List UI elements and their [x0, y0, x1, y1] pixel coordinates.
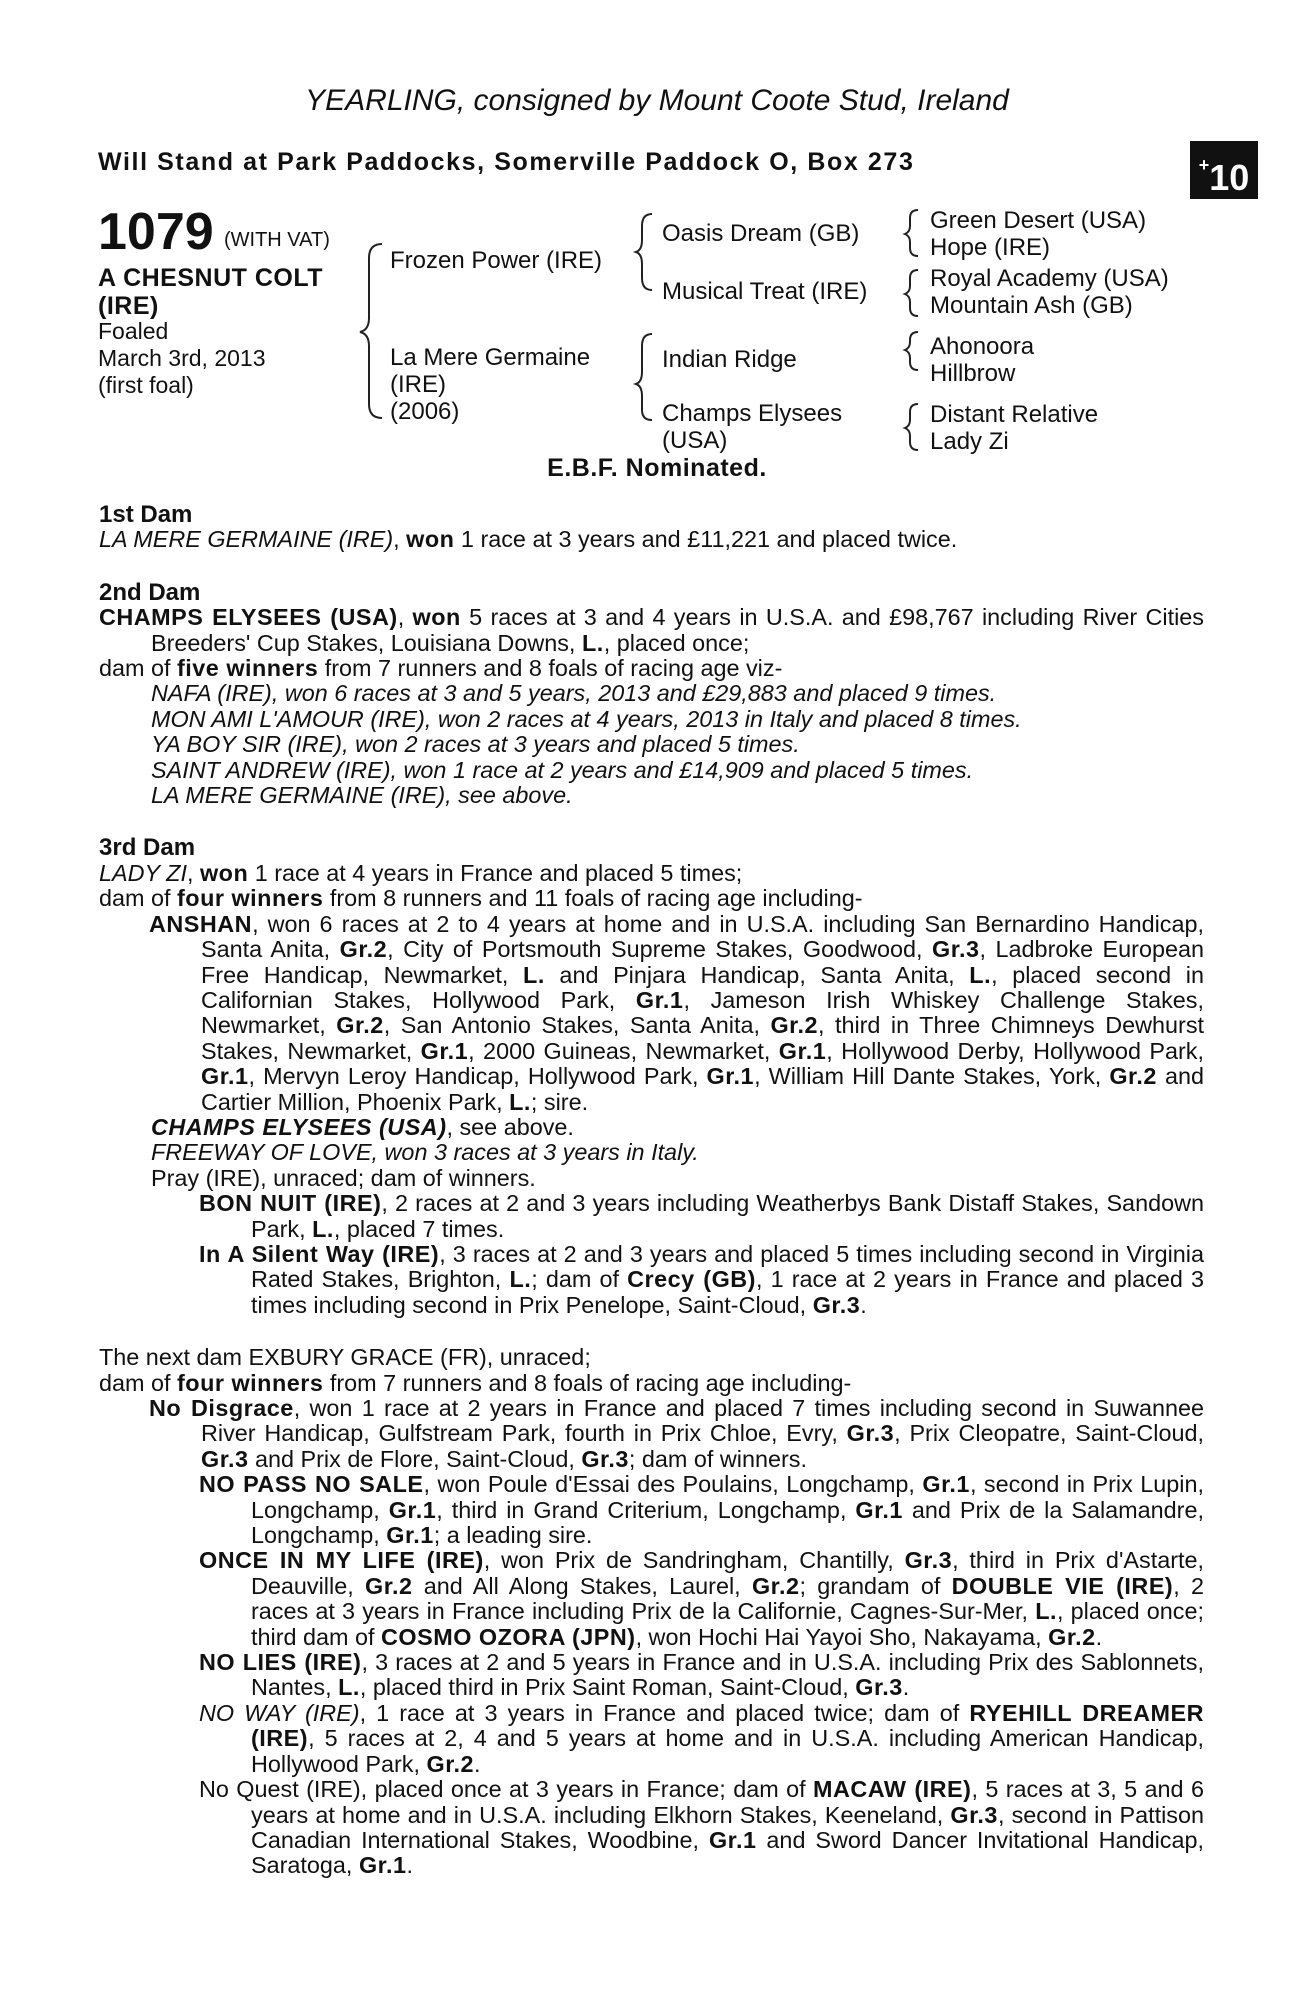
won-label: won: [406, 526, 455, 553]
grade-label: Gr.3: [932, 936, 980, 963]
horse-name: ANSHAN: [149, 910, 253, 937]
horse-name: NO PASS NO SALE: [199, 1471, 424, 1498]
grade-label: Gr.2: [336, 1012, 384, 1039]
grade-label: Gr.3: [950, 1801, 998, 1828]
entry-text: and Pinjara Handicap, Santa Anita,: [544, 961, 970, 988]
brace-gen2-bottom: [636, 334, 652, 420]
lot-title-line1: A CHESNUT COLT: [98, 264, 324, 292]
winners-count: five winners: [177, 655, 319, 682]
dam-line1: La Mere Germaine: [390, 344, 591, 371]
second-dam-text2: , placed once;: [603, 629, 750, 656]
winners-count: four winners: [177, 1369, 324, 1396]
grade-label: L.: [338, 1674, 360, 1701]
horse-name: MACAW (IRE): [813, 1776, 972, 1803]
second-dam-name: CHAMPS ELYSEES (USA): [99, 604, 398, 631]
no-lies-entry: [99, 1650, 1204, 1701]
horse-name: CHAMPS ELYSEES (USA): [151, 1113, 447, 1140]
grade-label: L.: [523, 961, 545, 988]
dam: [390, 344, 590, 425]
entry-text: , won Poule d'Essai des Poulains, Longchamp,: [423, 1471, 923, 1498]
foaled-label: Foaled: [98, 318, 169, 344]
grade-label: Gr.2: [1048, 1623, 1096, 1650]
entry-text: and Sword Dancer Invitational Handicap, Saratoga,: [251, 1826, 1204, 1879]
third-dam-heading: 3rd Dam: [99, 834, 196, 862]
entry-text: , placed once; third dam of: [251, 1598, 1204, 1650]
horse-name: No Quest (IRE): [199, 1776, 361, 1803]
dam-line2: (IRE): [390, 371, 446, 398]
entry-text: .: [406, 1852, 413, 1879]
second-dam-produce-intro: [99, 656, 1204, 681]
g3-dss: Ahonoora: [930, 333, 1035, 360]
entry-text: .: [902, 1674, 910, 1701]
brace-gen3-d: [905, 404, 918, 450]
entry-text: ; a leading sire.: [433, 1522, 593, 1549]
entry-text: , 3 races at 2 and 5 years in France and in U.S.A. including Prix des Sablonnets, Nantes,: [251, 1649, 1204, 1701]
third-dam-record: LADY ZI, won 1 race at 4 years in France and placed 5 times;: [99, 859, 743, 886]
g3-sss: Green Desert (USA): [930, 207, 1147, 234]
dam-sire: Indian Ridge: [662, 346, 797, 373]
grade-label: Gr.1: [778, 1037, 827, 1064]
horse-name: DOUBLE VIE (IRE): [951, 1572, 1174, 1599]
dam-dam: [662, 400, 842, 454]
runners-text: from 8 runners and 11 foals of racing age including-: [323, 885, 863, 912]
entry-text: , won 1 race at 2 years in France and placed 7 times including second in Suwannee River Handicap, Gulfstream Park, fourth in Prix Chloe, Evry,: [201, 1395, 1204, 1447]
grade-label: L.: [1035, 1598, 1057, 1625]
stand-location: Will Stand at Park Paddocks, Somerville Paddock O, Box 273: [98, 148, 915, 176]
entry-text: , won Prix de Sandringham, Chantilly,: [483, 1547, 905, 1574]
next-dam-produce-intro: [99, 1371, 1204, 1396]
grade-label: Gr.1: [922, 1471, 970, 1498]
grade-label: Gr.1: [708, 1826, 757, 1853]
second-dam-text: 5 races at 3 and 4 years in U.S.A. and £98,767 including River Cities Breeders' Cup Stakes, Louisiana Downs,: [151, 604, 1205, 656]
first-dam-heading: 1st Dam: [99, 501, 193, 528]
horse-name: NO WAY (IRE): [199, 1699, 360, 1726]
first-dam-line: LA MERE GERMAINE (IRE), won 1 race at 3 years and £11,221 and placed twice.: [99, 526, 958, 553]
lot-title-line2: (IRE): [98, 292, 159, 320]
won-label: won: [199, 859, 249, 886]
no-pass-entry: [99, 1472, 1204, 1548]
third-dam-name: LADY ZI: [99, 859, 187, 886]
second-dam-record: CHAMPS ELYSEES (USA), won 5 races at 3 and 4 years in U.S.A. and £98,767 including River Cities Breeders' Cup Stakes, Louisiana Downs, L., placed once;: [99, 604, 1205, 656]
won-label: won: [412, 604, 461, 631]
no-disgrace-entry: [99, 1396, 1204, 1472]
entry-text: , see above.: [446, 1113, 574, 1140]
dam-line3: (2006): [390, 398, 460, 425]
entry-text: , San Antonio Stakes, Santa Anita,: [383, 1012, 771, 1039]
grade-label: Gr.2: [770, 1012, 818, 1039]
horse-name: RYEHILL DREAMER (IRE): [251, 1699, 1204, 1752]
grade-label: Gr.1: [201, 1063, 249, 1090]
entry-text: , Mervyn Leroy Handicap, Hollywood Park,: [248, 1063, 707, 1090]
horse-name: COSMO OZORA (JPN): [381, 1623, 636, 1650]
foaled-note: (first foal): [98, 372, 194, 398]
entry-text: .: [474, 1750, 481, 1777]
grade-label: Gr.3: [904, 1547, 953, 1574]
no-way-entry: [99, 1701, 1204, 1777]
grade-label: Gr.3: [846, 1420, 895, 1447]
produce-item: NAFA (IRE), won 6 races at 3 and 5 years, 2013 and £29,883 and placed 9 times.: [151, 680, 997, 707]
dam-dam-line2: (USA): [662, 427, 728, 454]
g3-ssd: Hope (IRE): [930, 234, 1051, 261]
grade-label: L.: [581, 629, 604, 656]
grade-label: L.: [312, 1215, 334, 1242]
entry-text: , 5 races at 3, 5 and 6 years at home and in U.S.A. including Elkhorn Stakes, Keeneland,: [251, 1776, 1204, 1828]
first-dam-name: LA MERE GERMAINE (IRE): [99, 526, 394, 553]
horse-name: No Disgrace: [149, 1395, 294, 1421]
entry-text: ; grandam of: [799, 1572, 952, 1599]
entry-text: , 5 races at 2, 4 and 5 years at home and in U.S.A. including American Handicap, Hollywood Park,: [251, 1725, 1204, 1777]
freeway-entry: FREEWAY OF LOVE, won 3 races at 3 years in Italy.: [151, 1139, 699, 1166]
grade-label: Gr.1: [358, 1852, 407, 1879]
grade-label: Gr.2: [339, 936, 388, 963]
third-dam-text: 1 race at 4 years in France and placed 5 times;: [248, 859, 743, 886]
badge-number: 10: [1209, 157, 1250, 198]
entry-text: , second in Pattison Canadian International Stakes, Woodbine,: [251, 1801, 1204, 1853]
first-dam-text: 1 race at 3 years and £11,221 and placed twice.: [454, 526, 958, 553]
once-in-my-life-entry: [99, 1548, 1204, 1650]
g3-ddd: Lady Zi: [930, 428, 1009, 455]
horse-name: Crecy (GB): [627, 1266, 756, 1293]
entry-text: , William Hill Dante Stakes, York,: [754, 1063, 1110, 1090]
grade-label: Gr.1: [420, 1037, 469, 1064]
pray-entry: Pray (IRE), unraced; dam of winners.: [151, 1164, 536, 1191]
entry-text: , Hollywood Derby, Hollywood Park,: [826, 1037, 1204, 1064]
entry-text: , 2 races at 3 years in France including Prix de la Californie, Cagnes-Sur-Mer,: [251, 1572, 1205, 1625]
grade-label: Gr.2: [1109, 1063, 1157, 1090]
horse-name: NO LIES (IRE): [199, 1649, 362, 1676]
produce-item: LA MERE GERMAINE (IRE), see above.: [151, 782, 573, 809]
g3-dds: Distant Relative: [930, 401, 1099, 428]
entry-text: , third in Prix d'Astarte, Deauville,: [251, 1547, 1205, 1599]
silent-way-entry: [99, 1242, 1204, 1318]
entry-text: , 2000 Guineas, Newmarket,: [468, 1037, 779, 1064]
entry-text: , 1 race at 3 years in France and placed twice; dam of: [359, 1699, 970, 1726]
entry-text: , Ladbroke European Free Handicap, Newmarket,: [201, 936, 1205, 988]
entry-text: , placed once at 3 years in France; dam of: [360, 1776, 814, 1803]
entry-text: ; sire.: [530, 1088, 589, 1115]
brace-gen3-b: [905, 270, 918, 316]
bon-nuit-entry: [99, 1191, 1204, 1242]
horse-name: ONCE IN MY LIFE (IRE): [199, 1547, 484, 1574]
next-dam-intro: The next dam EXBURY GRACE (FR), unraced;: [99, 1344, 591, 1371]
third-dam-produce-intro: [99, 886, 1204, 911]
champs-entry: [99, 1115, 1204, 1140]
sire-sire: Oasis Dream (GB): [662, 220, 860, 247]
grade-label: Gr.1: [855, 1496, 903, 1523]
entry-text: .: [860, 1291, 867, 1318]
entry-text: and Prix de Flore, Saint-Cloud,: [248, 1445, 582, 1472]
brace-gen3-c: [905, 332, 918, 370]
entry-text: ; dam of winners.: [628, 1445, 807, 1472]
entry-text: , 3 races at 2 and 3 years and placed 5 times including second in Virginia Rated Stakes, Brighton,: [251, 1240, 1204, 1293]
produce-item: MON AMI L'AMOUR (IRE), won 2 races at 4 years, 2013 in Italy and placed 8 times.: [151, 705, 1022, 732]
sire-dam: Musical Treat (IRE): [662, 278, 868, 305]
g3-dsd: Hillbrow: [930, 360, 1016, 387]
second-dam-heading: 2nd Dam: [99, 578, 201, 606]
grade-label: Gr.2: [751, 1572, 800, 1599]
dam-of: dam of: [99, 655, 178, 682]
grade-label: Gr.1: [635, 986, 684, 1013]
grade-label: Gr.1: [706, 1063, 755, 1090]
horse-name: In A Silent Way (IRE): [199, 1240, 440, 1267]
catalogue-body: [99, 502, 1204, 1879]
entry-text: , 2 races at 2 and 3 years including Weatherbys Bank Distaff Stakes, Sandown Park,: [251, 1190, 1204, 1242]
entry-text: , placed second in Californian Stakes, Hollywood Park,: [201, 961, 1204, 1013]
entry-text: , third in Three Chimneys Dewhurst Stakes, Newmarket,: [201, 1012, 1205, 1064]
entry-text: , Jameson Irish Whiskey Challenge Stakes, Newmarket,: [201, 986, 1204, 1039]
anshan-entry: [99, 912, 1204, 1115]
grade-label: Gr.2: [365, 1572, 413, 1599]
no-quest-entry: [99, 1777, 1204, 1879]
winners-count: four winners: [177, 885, 324, 912]
produce-item: YA BOY SIR (IRE), won 2 races at 3 years and placed 5 times.: [151, 731, 800, 758]
consignment-line: YEARLING, consigned by Mount Coote Stud, Ireland: [305, 84, 1009, 117]
entry-text: , placed third in Prix Saint Roman, Saint-Cloud,: [359, 1674, 856, 1701]
g3-sds: Royal Academy (USA): [930, 265, 1169, 292]
lot-number: 1079: [98, 203, 214, 261]
brace-gen3-a: [905, 210, 918, 256]
entry-text: , Prix Cleopatre, Saint-Cloud,: [894, 1420, 1204, 1447]
grade-label: Gr.3: [581, 1445, 629, 1472]
grade-label: L.: [509, 1088, 531, 1115]
entry-text: , third in Grand Criterium, Longchamp,: [436, 1496, 856, 1523]
brace-gen2-top: [636, 214, 652, 290]
entry-text: , City of Portsmouth Supreme Stakes, Goodwood,: [387, 936, 933, 963]
runners-text: from 7 runners and 8 foals of racing age including-: [323, 1369, 852, 1396]
dam-of: dam of: [99, 885, 178, 912]
entry-text: and Cartier Million, Phoenix Park,: [201, 1063, 1204, 1115]
vat-note: (WITH VAT): [224, 229, 330, 251]
grade-label: Gr.3: [201, 1445, 249, 1472]
runners-text: from 7 runners and 8 foals of racing age viz-: [318, 655, 783, 682]
grade-label: Gr.2: [426, 1750, 475, 1777]
entry-text: ; dam of: [531, 1266, 628, 1293]
entry-text: , won 6 races at 2 to 4 years at home and in U.S.A. including San Bernardino Handicap, Santa Anita,: [201, 910, 1204, 963]
entry-text: , placed 7 times.: [333, 1215, 505, 1242]
grade-label: Gr.1: [386, 1522, 434, 1549]
dam-dam-line1: Champs Elysees: [662, 400, 843, 427]
badge-mark: +: [1198, 155, 1210, 175]
grade-label: Gr.3: [855, 1674, 903, 1701]
brace-gen1: [360, 244, 382, 418]
sire: Frozen Power (IRE): [390, 247, 603, 274]
foaled-date: March 3rd, 2013: [98, 345, 266, 371]
entry-text: , second in Prix Lupin, Longchamp,: [251, 1471, 1205, 1523]
grade-label: Gr.3: [812, 1291, 861, 1318]
grade-label: L.: [969, 961, 992, 988]
ebf-nominated: E.B.F. Nominated.: [547, 454, 767, 482]
entry-text: , won Hochi Hai Yayoi Sho, Nakayama,: [635, 1623, 1049, 1650]
entry-text: .: [1095, 1623, 1103, 1650]
dam-of: dam of: [99, 1369, 178, 1396]
g3-sdd: Mountain Ash (GB): [930, 292, 1133, 319]
entry-text: , 1 race at 2 years in France and placed 3 times including second in Prix Penelope, Saint-Cloud,: [251, 1266, 1204, 1318]
entry-text: and Prix de la Salamandre, Longchamp,: [251, 1496, 1204, 1549]
entry-text: and All Along Stakes, Laurel,: [412, 1572, 752, 1599]
grade-label: L.: [509, 1266, 532, 1293]
horse-name: BON NUIT (IRE): [199, 1190, 382, 1217]
produce-item: SAINT ANDREW (IRE), won 1 race at 2 years and £14,909 and placed 5 times.: [151, 756, 974, 783]
grade-label: Gr.1: [388, 1496, 437, 1523]
